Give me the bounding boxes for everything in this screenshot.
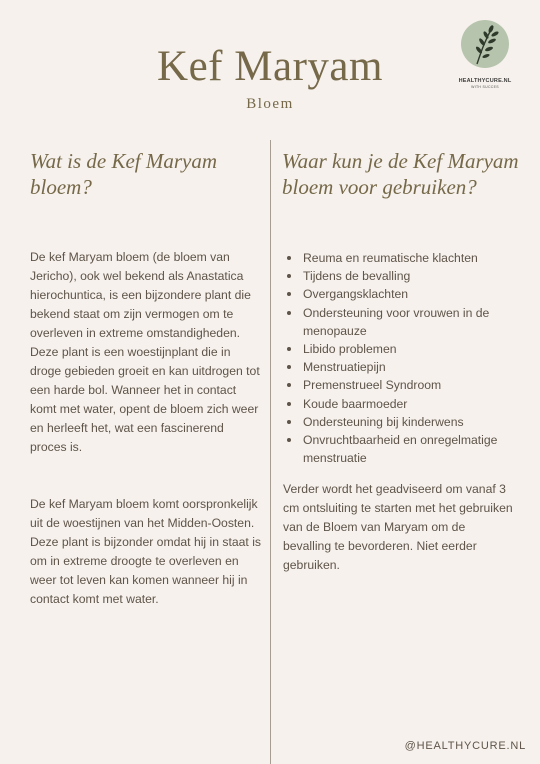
list-item-label: Onvruchtbaarheid en onregelmatige menstruatie bbox=[303, 433, 498, 466]
list-item bbox=[285, 285, 517, 303]
list-item-label: Koude baarmoeder bbox=[303, 396, 408, 411]
logo-brand-text: HEALTHYCURE.NL bbox=[458, 78, 512, 84]
bullet-icon bbox=[287, 383, 291, 387]
uses-list bbox=[285, 249, 517, 467]
list-item-label: Menstruatiepijn bbox=[303, 360, 386, 375]
list-item-label: Tijdens de bevalling bbox=[303, 269, 411, 284]
bullet-icon bbox=[287, 420, 291, 424]
bullet-icon bbox=[287, 256, 291, 260]
leaf-branch-icon bbox=[461, 20, 509, 68]
left-paragraph-1: De kef Maryam bloem (de bloem van Jericho), ook wel bekend als Anastatica hierochuntica, is een bijzondere plant die bekend staat om zijn vermogen om te overleven in extreme omstandigheden. Deze plant is een woestijnplant die in droge gebieden groeit en kan uitdrogen tot een harde bol. Wanneer het in contact komt met water, opent de bloem zich weer en herleeft het, wat een fascinerend proces is. bbox=[30, 250, 260, 454]
footer-handle[interactable]: @HEALTHYCURE.NL bbox=[404, 740, 526, 752]
list-item-label: Ondersteuning bij kinderwens bbox=[303, 414, 464, 429]
list-item-label: Libido problemen bbox=[303, 342, 397, 357]
bullet-icon bbox=[287, 274, 291, 278]
left-heading: Wat is de Kef Maryam bloem? bbox=[30, 149, 218, 199]
bullet-icon bbox=[287, 402, 291, 406]
list-item bbox=[285, 431, 517, 467]
list-item bbox=[285, 249, 517, 267]
list-item bbox=[285, 304, 517, 340]
list-item-label: Premenstrueel Syndroom bbox=[303, 378, 442, 393]
list-item bbox=[285, 395, 517, 413]
bullet-icon bbox=[287, 438, 291, 442]
page-title: Kef Maryam bbox=[157, 43, 383, 90]
page-subtitle: Bloem bbox=[246, 96, 294, 112]
bullet-icon bbox=[287, 311, 291, 315]
list-item bbox=[285, 358, 517, 376]
bullet-icon bbox=[287, 347, 291, 351]
list-item-label: Reuma en reumatische klachten bbox=[303, 251, 478, 265]
left-paragraph-2: De kef Maryam bloem komt oorspronkelijk uit de woestijnen van het Midden-Oosten. Deze plant is bijzonder omdat hij in staat is om in extreme droogte te overleven en weer tot leven kan komen wanneer hij in contact komt met water. bbox=[30, 497, 262, 606]
list-item bbox=[285, 267, 517, 285]
list-item-label: Overgangsklachten bbox=[303, 287, 409, 302]
list-item-label: Ondersteuning voor vrouwen in de menopauze bbox=[303, 305, 490, 338]
right-heading: Waar kun je de Kef Maryam bloem voor gebruiken? bbox=[282, 149, 519, 199]
right-note: Verder wordt het geadviseerd om vanaf 3 cm ontsluiting te starten met het gebruiken van de Bloem van Maryam om de bevalling te bevorderen. Niet eerder gebruiken. bbox=[283, 482, 513, 572]
brand-logo bbox=[455, 20, 515, 92]
list-item bbox=[285, 340, 517, 358]
logo-tagline: WITH SUCCES bbox=[471, 85, 499, 89]
bullet-icon bbox=[287, 292, 291, 296]
bullet-icon bbox=[287, 365, 291, 369]
list-item bbox=[285, 413, 517, 431]
list-item bbox=[285, 376, 517, 394]
column-divider bbox=[270, 140, 271, 764]
